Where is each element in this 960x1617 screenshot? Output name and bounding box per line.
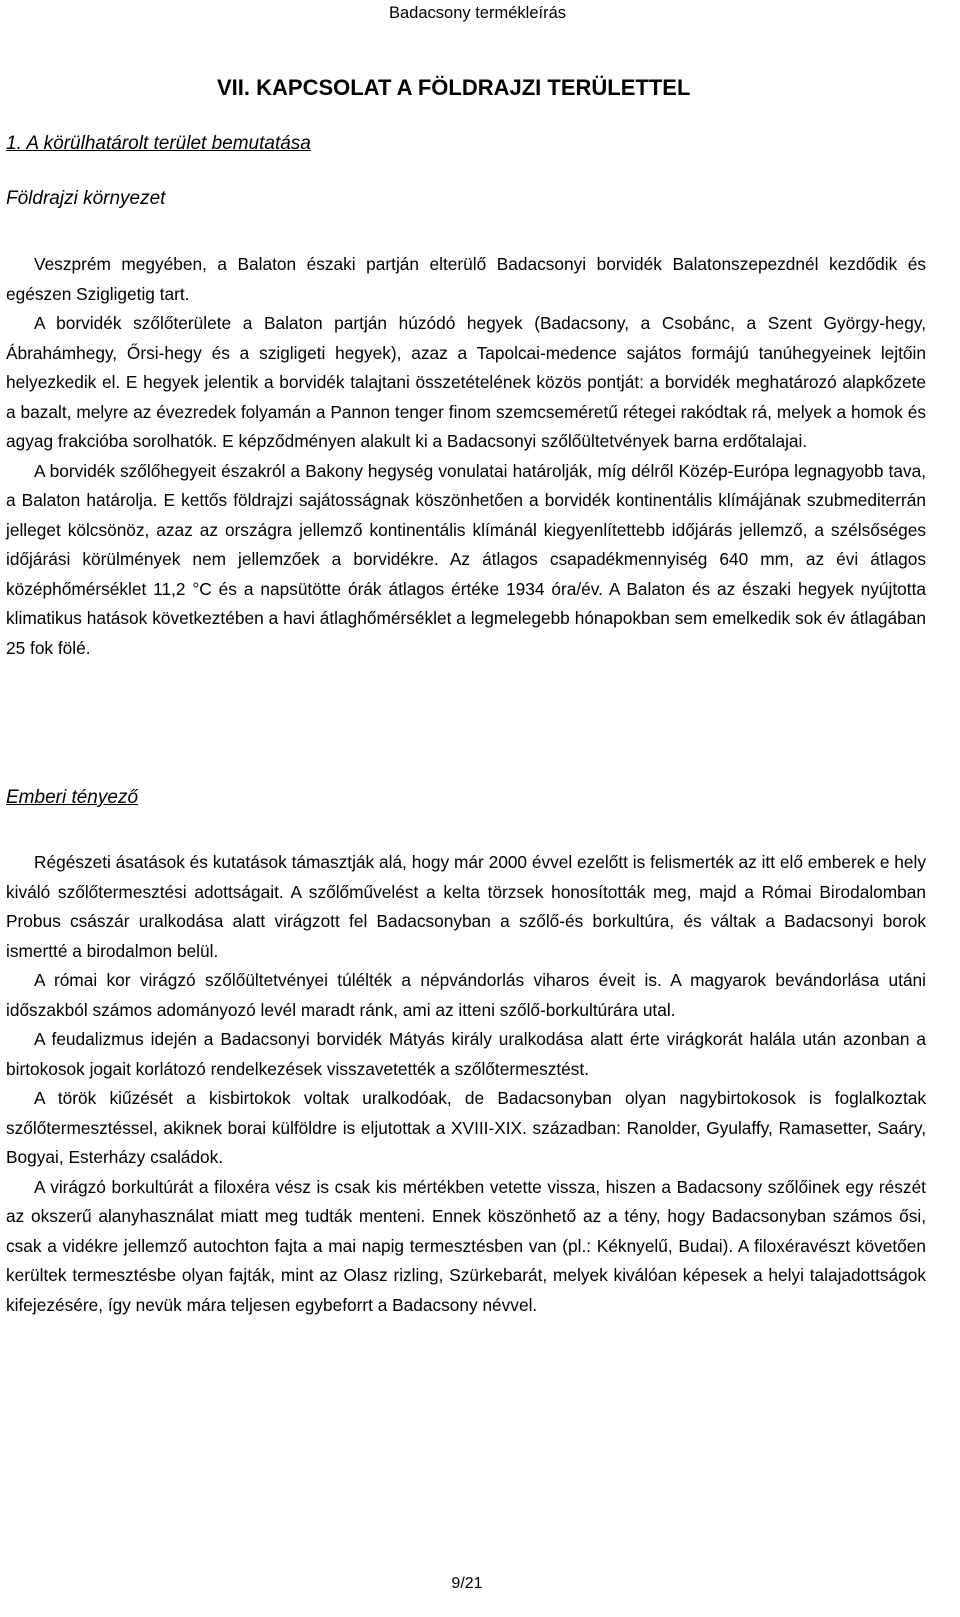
geography-heading: Földrajzi környezet [6,188,166,209]
human-paragraph-1: Régészeti ásatások és kutatások támasztják alá, hogy már 2000 évvel ezelőtt is felismerték az itt elő emberek e hely kiváló szőlőtermesztési adottságait. A szőlőművelést a kelta törzsek honosították meg, majd a Római Birodalomban Probus császár uralkodása alatt virágzott fel Badacsonyban a szőlő-és borkultúra, és váltak a Badacsonyi borok ismertté a birodalmon belül. [6,852,926,961]
section-heading: 1. A körülhatárolt terület bemutatása [6,133,311,154]
human-paragraph-3: A feudalizmus idején a Badacsonyi borvidék Mátyás király uralkodása alatt érte virágkorát halála után azonban a birtokosok jogait korlátozó rendelkezések visszavetették a szőlőtermesztést. [6,1029,926,1079]
geography-paragraph-3: A borvidék szőlőhegyeit északról a Bakony hegység vonulatai határolják, míg délről Közép-Európa legnagyobb tava, a Balaton határolja. E kettős földrajzi sajátosságnak köszönhetően a borvidék kontinentális klímájának szubmediterrán jelleget kölcsönöz, azaz az országra jellemző kontinentális klímánál kiegyenlítettebb időjárás jellemző, a szélsőséges időjárási körülmények nem jellemzőek a borvidékre. Az átlagos csapadékmennyiség 640 mm, az évi átlagos középhőmérséklet 11,2 °C és a napsütötte órák átlagos értéke 1934 óra/év. A Balaton és az északi hegyek nyújtotta klimatikus hatások következtében a havi átlaghőmérséklet a legmelegebb hónapokban sem emelkedik sok év átlagában 25 fok fölé. [6,460,926,658]
running-header: Badacsony termékleírás [389,4,566,22]
human-paragraph-4: A török kiűzését a kisbirtokok voltak uralkodóak, de Badacsonyban olyan nagybirtokosok is foglalkoztak szőlőtermesztéssel, akiknek borai külföldre is eljutottak a XVIII-XIX. században: Ranolder, Gyulaffy, Ramasetter, Saáry, Bogyai, Esterházy családok. [6,1088,926,1167]
chapter-title: VII. KAPCSOLAT A FÖLDRAJZI TERÜLETTEL [217,75,691,100]
human-factor-text [6,848,926,1320]
geography-paragraph-1: Veszprém megyében, a Balaton északi partján elterülő Badacsonyi borvidék Balatonszepezdnél kezdődik és egészen Szigligetig tart. [6,254,926,304]
human-paragraph-2: A római kor virágzó szőlőültetvényei túlélték a népvándorlás viharos éveit is. A magyarok bevándorlása utáni időszakból számos adományozó levél maradt ránk, ami az itteni szőlő-borkultúrára utal. [6,970,926,1020]
page-number: 9/21 [451,1575,483,1592]
geography-text [6,250,926,663]
human-factor-heading: Emberi tényező [6,787,139,808]
geography-paragraph-2: A borvidék szőlőterülete a Balaton partján húzódó hegyek (Badacsony, a Csobánc, a Szent György-hegy, Ábrahámhegy, Őrsi-hegy és a szigligeti hegyek), azaz a Tapolcai-medence sajátos formájú tanúhegyeinek lejtőin helyezkedik el. E hegyek jelentik a borvidék talajtani összetételének közös pontját: a borvidék meghatározó alapkőzete a bazalt, melyre az évezredek folyamán a Pannon tenger finom szemcseméretű rétegei rakódtak rá, melyek a homok és agyag frakcióba sorolhatók. E képződményen alakult ki a Badacsonyi szőlőültetvények barna erdőtalajai. [6,313,926,451]
human-paragraph-5: A virágzó borkultúrát a filoxéra vész is csak kis mértékben vetette vissza, hiszen a Badacsony szőlőinek egy részét az okszerű alanyhasználat miatt meg tudták menteni. Ennek köszönhető az a tény, hogy Badacsonyban számos ősi, csak a vidékre jellemző autochton fajta a mai napig termesztésben van (pl.: Kéknyelű, Budai). A filoxéravészt követően kerültek termesztésbe olyan fajták, mint az Olasz rizling, Szürkebarát, melyek kiválóan képesek a helyi talajadottságok kifejezésére, így nevük mára teljesen egybeforrt a Badacsony névvel. [6,1176,926,1315]
